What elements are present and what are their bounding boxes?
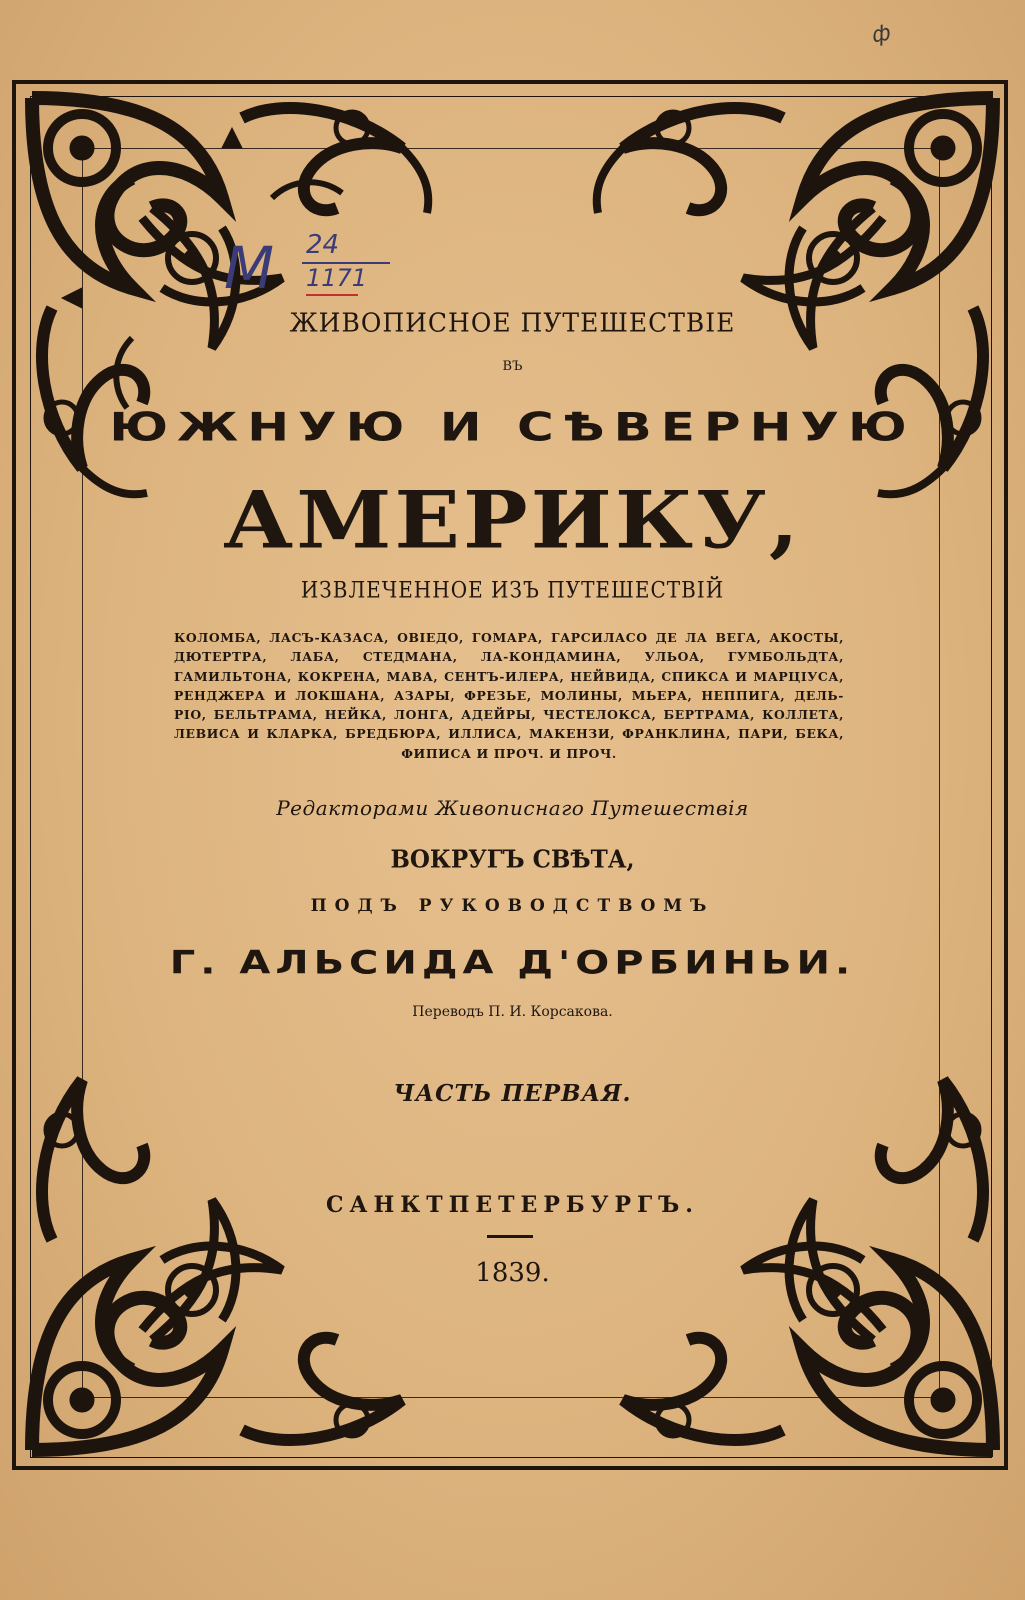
- authors-list: КОЛОМБА, ЛАСЪ-КАЗАСА, ОВІЕДО, ГОМАРА, ГАРСИЛАСО ДЕ ЛА ВЕГА, АКОСТЫ, ДЮТЕРТРА, ЛАБА, СТЕДМАНА, ЛА-КОНДАМИНА, УЛЬОА, ГУМБОЛЬДТА, ГАМИЛЬТОНА, КОКРЕНА, МАВА, СЕНТЪ-ИЛЕРА, НЕЙВИДА, СПИКСА И МАРЦІУСА, РЕНДЖЕРА И ЛОКШАНА, АЗАРЫ, ФРЕЗЬЕ, МОЛИНЫ, МЬЕРА, НЕППИГА, ДЕЛЬ-РІО, БЕЛЬТРАМА, НЕЙКА, ЛОНГА, АДЕЙРЫ, ЧЕСТЕЛОКСА, БЕРТРАМА, КОЛЛЕТА, ЛЕВИСА И КЛАРКА, БРЕДБЮРА, ИЛЛИСА, МАКЕНЗИ, ФРАНКЛИНА, ПАРИ, БЕКА, ФИПИСА И ПРОЧ. И ПРОЧ.: [174, 630, 844, 761]
- shelf-mark-letter: M: [224, 234, 275, 302]
- shelf-mark-number-top: 24: [306, 230, 340, 260]
- title-line-2: ВЪ: [502, 359, 523, 374]
- corner-handwritten-mark: ф: [869, 20, 893, 49]
- shelf-mark-red-underline: [306, 294, 358, 296]
- director-name: Г. АЛЬСИДА Д'ОРБИНЬИ.: [169, 944, 856, 982]
- subtitle: ИЗВЛЕЧЕННОЕ ИЗЪ ПУТЕШЕСТВІЙ: [300, 576, 725, 604]
- editors-line: Редакторами Живописнаго Путешествія: [276, 796, 749, 820]
- imprint-city: САНКТПЕТЕРБУРГЪ.: [326, 1192, 699, 1218]
- title-line-1: ЖИВОПИСНОЕ ПУТЕШЕСТВІЕ: [289, 307, 736, 338]
- volume-part: ЧАСТЬ ПЕРВАЯ.: [393, 1080, 632, 1107]
- imprint-year: 1839.: [475, 1258, 550, 1288]
- library-shelf-mark: [216, 226, 406, 306]
- title-line-3: ЮЖНУЮ И СѢВЕРНУЮ: [109, 404, 916, 450]
- voyage-line: ВОКРУГЪ СВѢТА,: [390, 845, 635, 874]
- shelf-mark-number-bottom: 1171: [306, 264, 368, 292]
- imprint-divider: [487, 1235, 533, 1238]
- title-main: АМЕРИКУ,: [223, 474, 802, 567]
- under-direction-line: ПОДЪ РУКОВОДСТВОМЪ: [310, 896, 715, 916]
- translation-credit: Переводъ П. И. Корсакова.: [412, 1004, 613, 1020]
